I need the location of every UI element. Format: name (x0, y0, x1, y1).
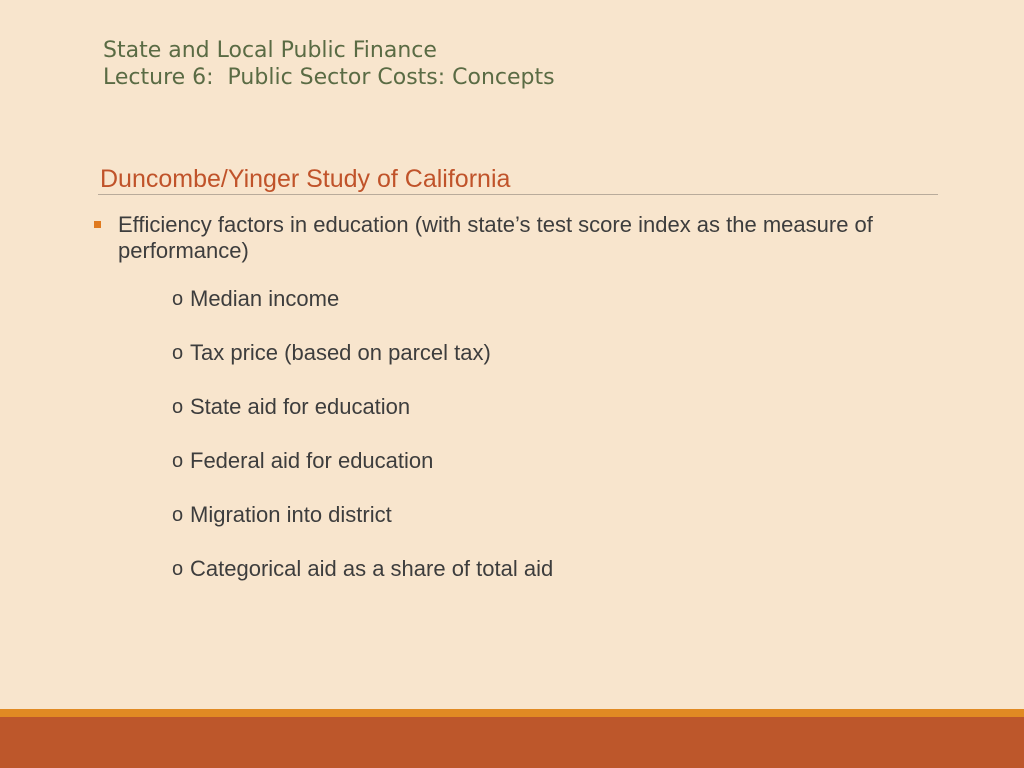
circle-bullet-icon: o (172, 504, 184, 526)
list-item-text: Federal aid for education (190, 448, 434, 473)
list-item-text: State aid for education (190, 394, 411, 419)
square-bullet-icon (94, 221, 101, 228)
circle-bullet-icon: o (172, 342, 184, 364)
course-title: State and Local Public Finance (103, 38, 437, 63)
list-item (172, 501, 553, 555)
circle-bullet-icon: o (172, 558, 184, 580)
list-item (172, 393, 553, 447)
list-item (172, 447, 553, 501)
lecture-title: Lecture 6: Public Sector Costs: Concepts (103, 65, 555, 90)
footer-band (0, 717, 1024, 768)
circle-bullet-icon: o (172, 288, 184, 310)
list-item-text: Categorical aid as a share of total aid (190, 556, 554, 581)
list-item-text: Migration into district (190, 502, 392, 527)
subitem-list (172, 285, 553, 609)
bullet-text: Efficiency factors in education (with state’s test score index as the measure of performance) (118, 212, 873, 263)
list-item (172, 555, 553, 609)
list-item-text: Tax price (based on parcel tax) (190, 340, 491, 365)
title-underline (98, 194, 938, 195)
footer-accent-stripe (0, 709, 1024, 717)
circle-bullet-icon: o (172, 450, 184, 472)
list-item-text: Median income (190, 286, 340, 311)
circle-bullet-icon: o (172, 396, 184, 418)
list-item (172, 285, 553, 339)
slide-title: Duncombe/Yinger Study of California (100, 165, 511, 193)
slide-header (103, 37, 555, 91)
list-item (172, 339, 553, 393)
